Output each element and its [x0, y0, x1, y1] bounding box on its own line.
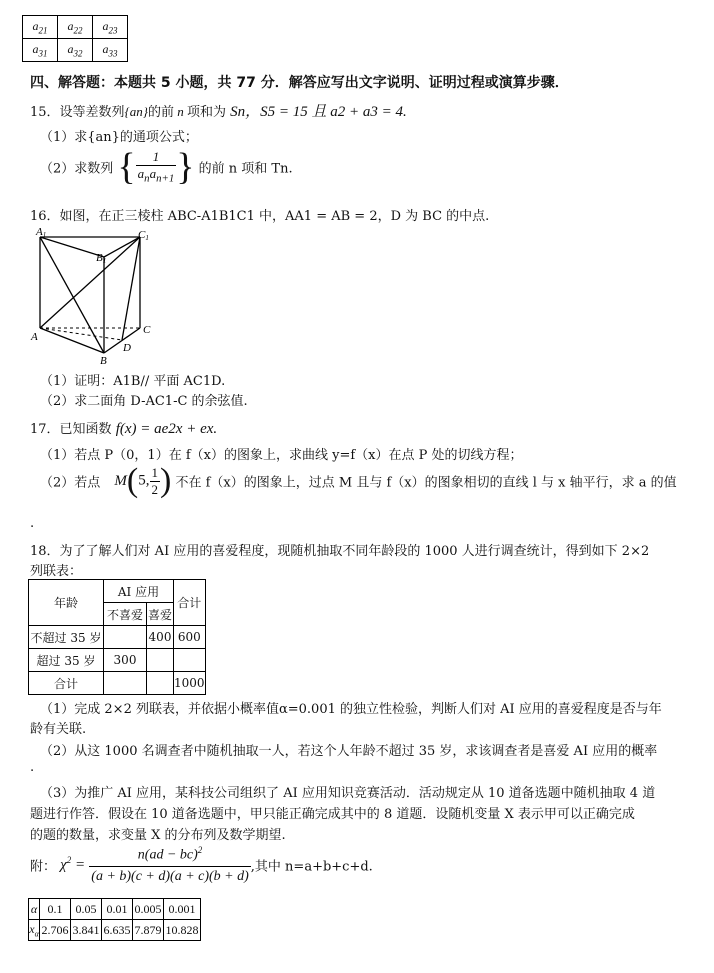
label-d: D	[123, 342, 131, 354]
edge-ab	[40, 328, 104, 353]
matrix-cell: $a_{31}$	[23, 39, 58, 62]
chi-square-formula: 附： $\chi^2$ = $\frac{n(ad - bc)^2}{(a + b)(c + d)(a + c)(b + d)}$ ,其中 n=a+b+c+d.	[30, 845, 373, 884]
header-total: 合计	[174, 580, 206, 626]
header-like: 喜爱	[147, 603, 174, 626]
q15-stem: 15．设等差数列{an}的前 n 项和为 Sn，S5 = 15 且 a2 + a3 = 4.	[30, 104, 407, 120]
segment-ac1	[40, 237, 140, 328]
alpha-cell: 0.05	[71, 899, 102, 920]
cell-dislike	[104, 672, 147, 695]
label-b1: B1	[96, 252, 107, 265]
q17-part2: （2）若点 M(5, $\frac{1}{2}$ ) 不在 f（x）的图象上，过点 M 且与 f（x）的图象相切的直线 l 与 x 轴平行，求 a 的值	[40, 462, 677, 499]
q18-part2-line1: （2）从这 1000 名调查者中随机抽取一人，若这个人年龄不超过 35 岁，求该调查者是喜爱 AI 应用的概率	[40, 744, 658, 759]
q18-part1-line2: 龄有关联.	[30, 722, 87, 737]
section-heading: 四、解答题：本题共 5 小题，共 77 分．解答应写出文字说明、证明过程或演算步骤．	[30, 75, 569, 91]
cell-like	[147, 672, 174, 695]
segment-ad-hidden	[40, 328, 122, 340]
cell-total: 600	[174, 626, 206, 649]
q18-part3-line3: 的题的数量，求变量 X 的分布列及数学期望.	[30, 828, 286, 843]
matrix-cell: $a_{23}$	[93, 16, 128, 39]
matrix-cell: $a_{22}$	[58, 16, 93, 39]
q18-part3-line2: 题进行作答．假设在 10 道备选题中，甲只能正确完成其中的 8 道题．设随机变量 X 表示甲可以正确完成	[30, 807, 635, 822]
table-row	[29, 899, 201, 920]
table-row	[29, 580, 206, 603]
segment-c1d	[122, 237, 140, 340]
q18-stem-line2: 列联表：	[30, 564, 83, 579]
q17-tail: .	[30, 516, 35, 531]
prism-figure	[30, 225, 160, 365]
x-cell: 10.828	[164, 920, 201, 941]
table-row	[29, 649, 206, 672]
alpha-label: α	[29, 899, 40, 920]
q15-part1: （1）求{an}的通项公式；	[40, 130, 198, 145]
cell-like	[147, 649, 174, 672]
matrix-cell: $a_{21}$	[23, 16, 58, 39]
x-cell: 3.841	[71, 920, 102, 941]
matrix-cell: $a_{33}$	[93, 39, 128, 62]
matrix-table	[22, 15, 128, 62]
alpha-cell: 0.01	[102, 899, 133, 920]
alpha-cell: 0.001	[164, 899, 201, 920]
cell-total	[174, 649, 206, 672]
x-cell: 6.635	[102, 920, 133, 941]
label-a1: A1	[36, 226, 47, 239]
q17-stem: 17．已知函数 f(x) = ae2x + ex.	[30, 421, 218, 437]
row-label: 合计	[29, 672, 104, 695]
x-cell: 7.879	[133, 920, 164, 941]
label-a: A	[31, 331, 38, 343]
q16-part2: （2）求二面角 D-AC1-C 的余弦值.	[40, 394, 248, 409]
row-label: 超过 35 岁	[29, 649, 104, 672]
q18-part2-line2: .	[30, 760, 35, 775]
critical-value-table	[28, 898, 201, 941]
table-row	[29, 672, 206, 695]
x-label: $x_\alpha$	[29, 920, 40, 941]
q15-condition: Sn，S5 = 15 且 a2 + a3 = 4.	[230, 104, 407, 120]
matrix-row	[23, 16, 128, 39]
label-c1: C1	[138, 229, 149, 242]
q18-stem-line1: 18．为了了解人们对 AI 应用的喜爱程度，现随机抽取不同年龄段的 1000 人进行调查统计，得到如下 2×2	[30, 544, 650, 559]
q17-function: f(x) = ae2x + ex.	[115, 421, 218, 437]
header-ai: AI 应用	[104, 580, 174, 603]
cell-dislike: 300	[104, 649, 147, 672]
x-cell: 2.706	[40, 920, 71, 941]
q17-part1: （1）若点 P（0，1）在 f（x）的图象上，求曲线 y=f（x）在点 P 处的切线方程；	[40, 448, 523, 463]
label-c: C	[143, 324, 151, 336]
q18-part1-line1: （1）完成 2×2 列联表，并依据小概率值α=0.001 的独立性检验，判断人们对 AI 应用的喜爱程度是否与年	[40, 702, 662, 717]
cell-like: 400	[147, 626, 174, 649]
header-age: 年龄	[29, 580, 104, 626]
q16-stem: 16．如图，在正三棱柱 ABC-A1B1C1 中，AA1 = AB = 2，D 为 BC 的中点.	[30, 209, 490, 224]
q16-part1: （1）证明：A1B// 平面 AC1D.	[40, 374, 226, 389]
matrix-cell: $a_{32}$	[58, 39, 93, 62]
alpha-cell: 0.1	[40, 899, 71, 920]
label-b: B	[100, 355, 107, 365]
row-label: 不超过 35 岁	[29, 626, 104, 649]
contingency-table	[28, 579, 206, 695]
alpha-cell: 0.005	[133, 899, 164, 920]
table-row	[29, 626, 206, 649]
edge-bc	[104, 328, 140, 353]
cell-total: 1000	[174, 672, 206, 695]
header-dislike: 不喜爱	[104, 603, 147, 626]
matrix-row	[23, 39, 128, 62]
cell-dislike	[104, 626, 147, 649]
q15-part2: （2）求数列 { $\frac{1}{a_na_{n+1}}$ } 的前 n 项和 Tn.	[40, 146, 293, 188]
table-row	[29, 920, 201, 941]
q18-part3-line1: （3）为推广 AI 应用，某科技公司组织了 AI 应用知识竞赛活动．活动规定从 10 道备选题中随机抽取 4 道	[40, 786, 656, 801]
